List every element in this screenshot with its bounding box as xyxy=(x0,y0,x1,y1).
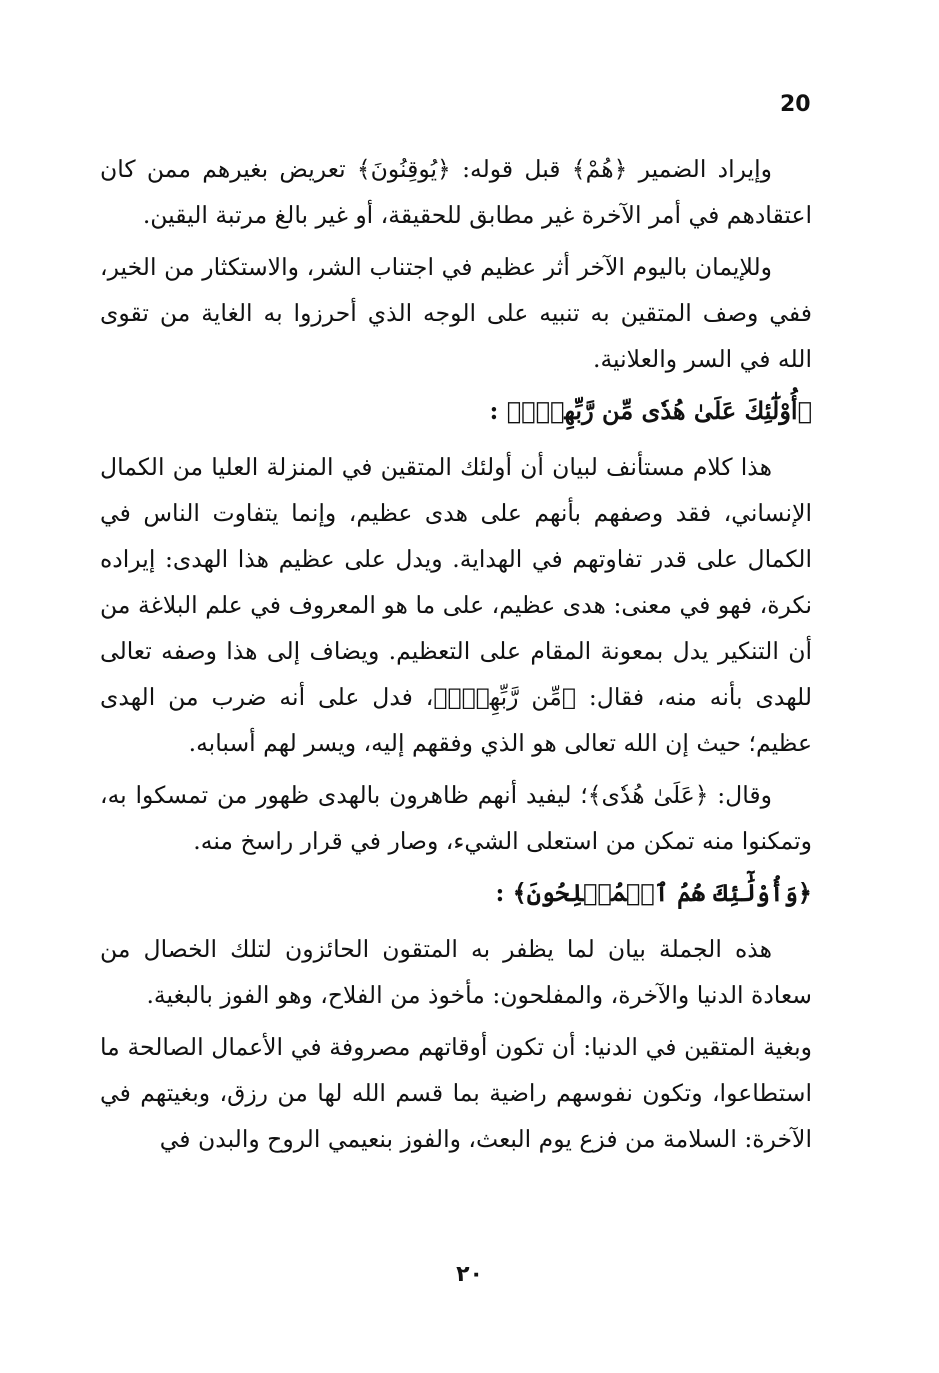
verse-heading-guidance: ﴿أُوْلَٰٓئِكَ عَلَىٰ هُدٗى مِّن رَّبِّهِمۡۖ﴾ : xyxy=(489,396,812,425)
paragraph-success-meaning: هذه الجملة بيان لما يظفر به المتقون الحائزون لتلك الخصال من سعادة الدنيا والآخرة، والمفلحون: مأخوذ من الفلاح، وهو الفوز بالبغية. xyxy=(100,935,812,1009)
page-number-top: 20 xyxy=(780,92,811,117)
paragraph-last-day-belief: وللإيمان باليوم الآخر أثر عظيم في اجتناب الشر، والاستكثار من الخير، ففي وصف المتقين به تنبيه على الوجه الذي أحرزوا به الغاية من تقوى الله في السر والعلانية. xyxy=(100,253,812,373)
verse-heading-successful: ﴿وَأُوْلَٰٓئِكَ هُمُ ٱلۡمُفۡلِحُونَ﴾ : xyxy=(495,878,812,907)
paragraph-pronoun-note: وإيراد الضمير ﴿هُمْ﴾ قبل قوله: ﴿يُوقِنُونَ﴾ تعريض بغيرهم ممن كان اعتقادهم في أمر الآخرة غير مطابق للحقيقة، أو غير بالغ مرتبة اليقين. xyxy=(100,155,812,229)
page-text-body xyxy=(100,146,812,1162)
paragraph-ala-huda: وقال: ﴿عَلَىٰ هُدٗى﴾؛ ليفيد أنهم ظاهرون بالهدى ظهور من تمسكوا به، وتمكنوا منه تمكن من استعلى الشيء، وصار في قرار راسخ منه. xyxy=(100,781,812,855)
paragraph-guidance-explanation: هذا كلام مستأنف لبيان أن أولئك المتقين في المنزلة العليا من الكمال الإنساني، فقد وصفهم بأنهم على هدى عظيم، وإنما يتفاوت الناس في الكمال على قدر تفاوتهم في الهداية. ويدل على عظيم هذا الهدى: إيراده نكرة، فهو في معنى: هدى عظيم، على ما هو المعروف في علم البلاغة من أن التنكير يدل بمعونة المقام على التعظيم. ويضاف إلى هذا وصفه تعالى للهدى بأنه منه، فقال: ﴿مِّن رَّبِّهِمۡۖ﴾، فدل على أنه ضرب من الهدى عظيم؛ حيث إن الله تعالى هو الذي وفقهم إليه، ويسر لهم أسبابه. xyxy=(100,453,812,757)
page-number-bottom: ٢٠ xyxy=(456,1262,483,1287)
paragraph-goal-of-pious: وبغية المتقين في الدنيا: أن تكون أوقاتهم مصروفة في الأعمال الصالحة ما استطاعوا، وتكون نفوسهم راضية بما قسم الله لها من رزق، وبغيتهم في الآخرة: السلامة من فزع يوم البعث، والفوز بنعيمي الروح والبدن في xyxy=(100,1033,812,1153)
